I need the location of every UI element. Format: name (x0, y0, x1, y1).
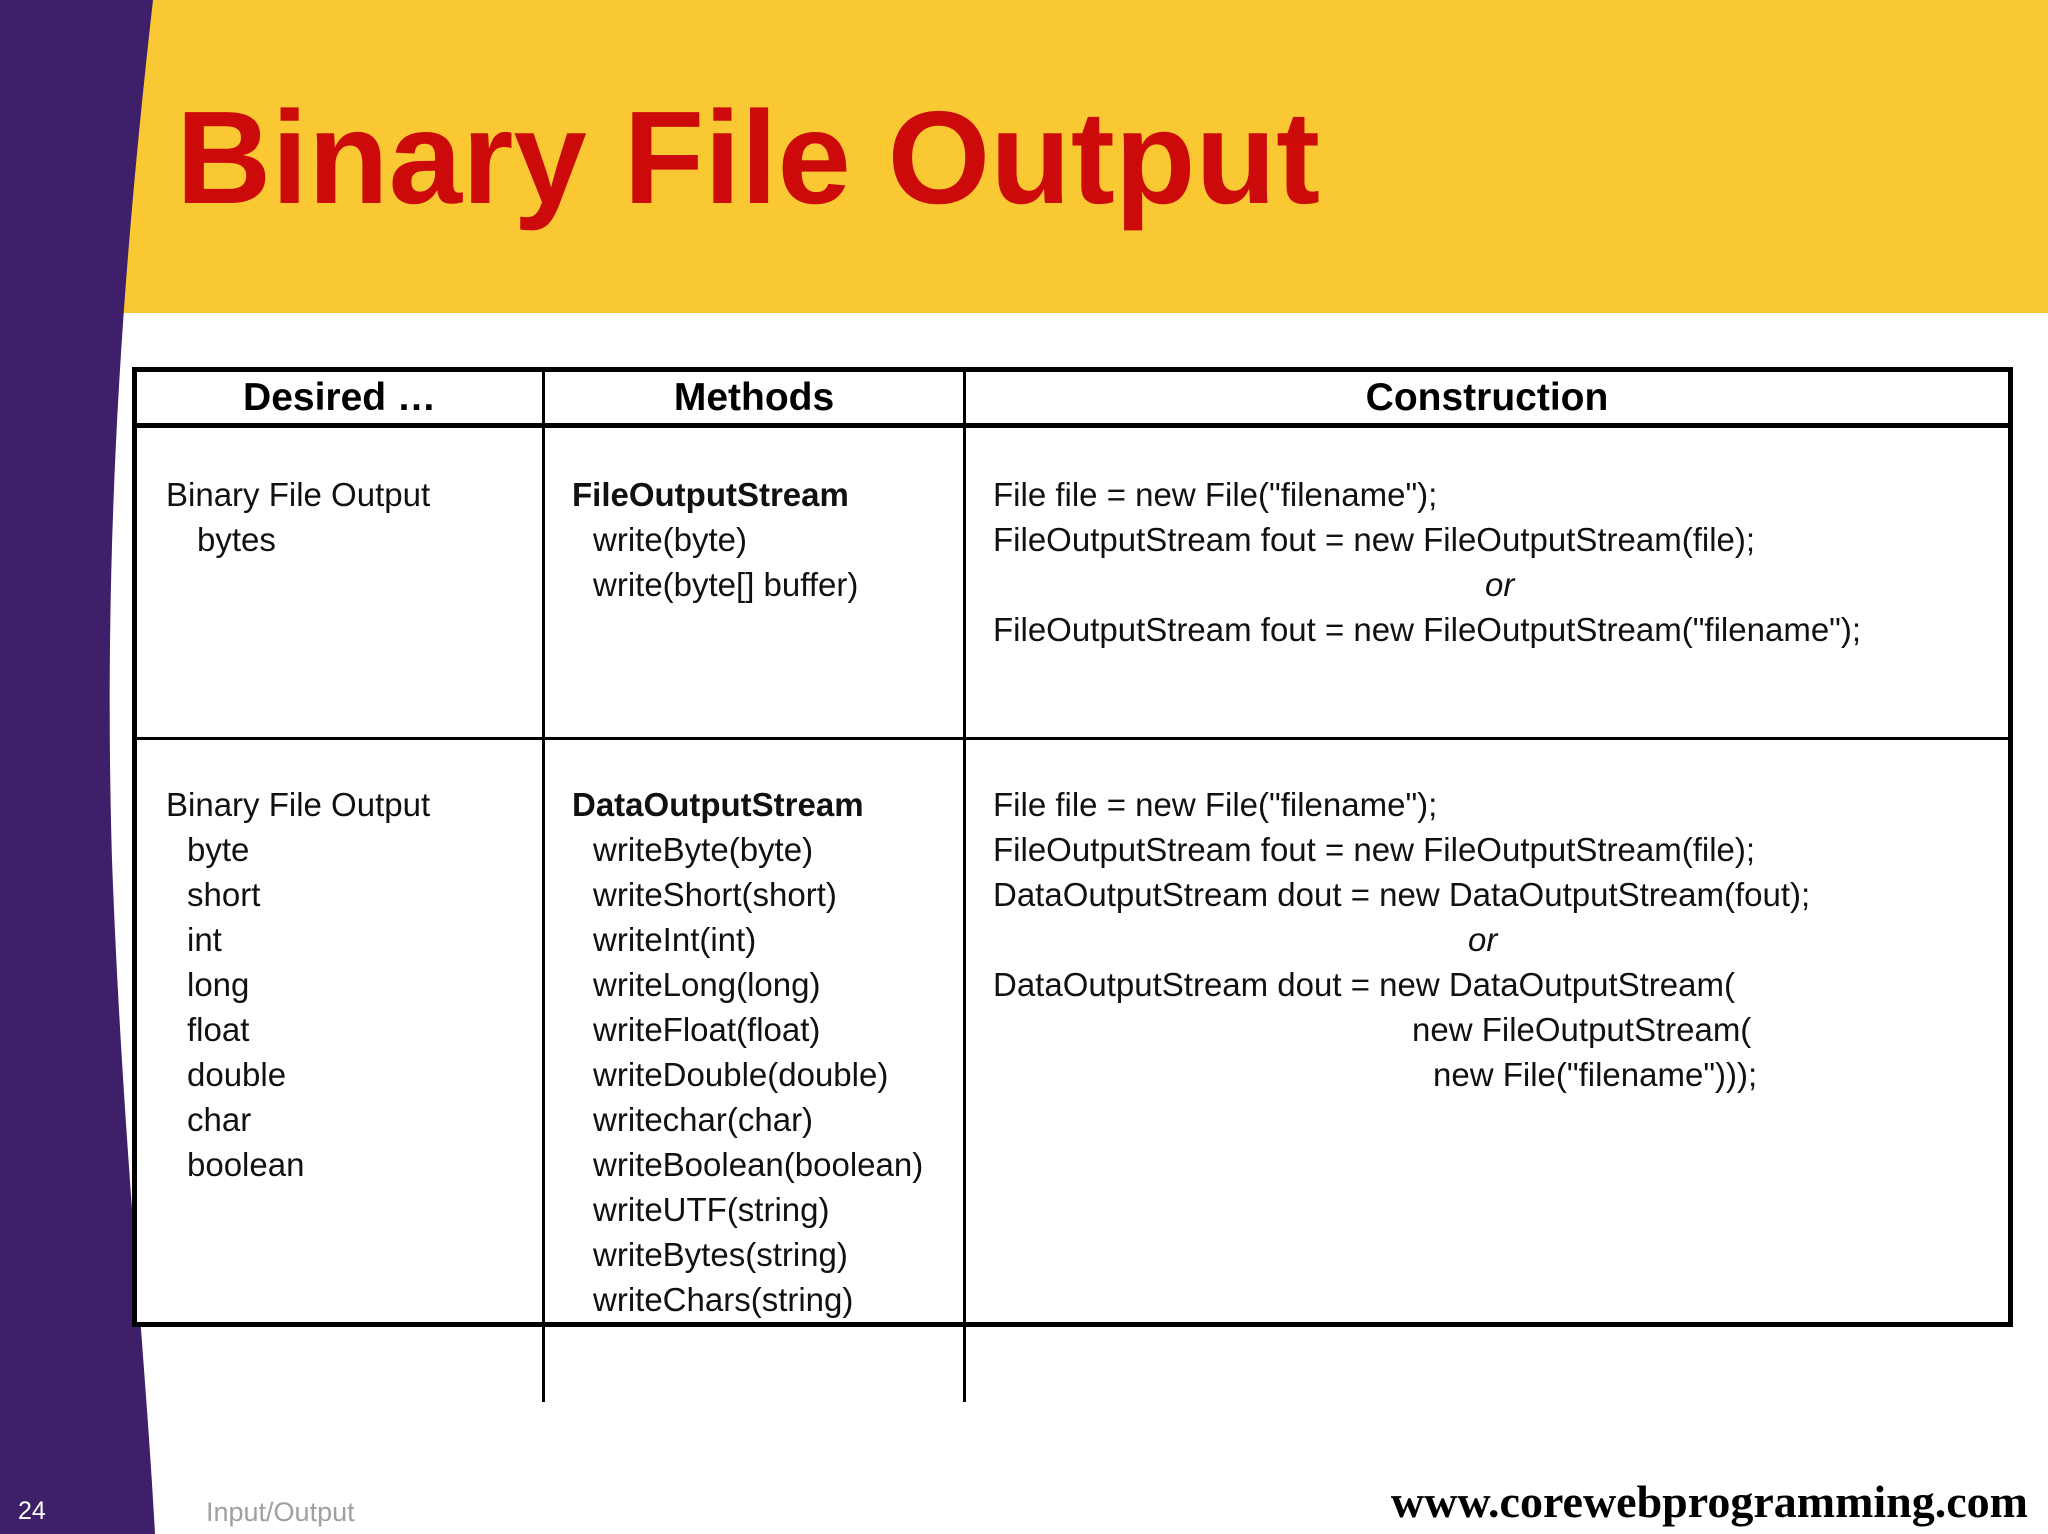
construction-cell (965, 426, 2009, 739)
construction-continuation-line: new FileOutputStream( (1412, 1011, 1752, 1048)
method-item: writeUTF(string) (593, 1191, 830, 1228)
construction-line: File file = new File("filename"); (993, 786, 1438, 823)
method-item: writeFloat(float) (593, 1011, 821, 1048)
method-item: writeByte(byte) (593, 831, 814, 868)
binary-output-table (137, 372, 2008, 1402)
method-item: write(byte) (593, 521, 748, 558)
alternative-label: or (1485, 566, 1515, 603)
method-item: writeInt(int) (593, 921, 757, 958)
desired-item: float (187, 1011, 250, 1048)
methods-cell (544, 739, 965, 1403)
table-row (137, 426, 2008, 739)
stream-class-name: DataOutputStream (572, 786, 864, 823)
construction-line: FileOutputStream fout = new FileOutputStream("filename"); (993, 611, 1862, 648)
desired-item: char (187, 1101, 252, 1138)
method-item: writeLong(long) (593, 966, 821, 1003)
method-item: writeChars(string) (593, 1281, 854, 1318)
slide-title: Binary File Output (176, 84, 1321, 231)
construction-line: FileOutputStream fout = new FileOutputStream(file); (993, 521, 1756, 558)
desired-cell (137, 739, 544, 1403)
io-comparison-table (132, 367, 2013, 1327)
desired-item: int (187, 921, 222, 958)
methods-column-header: Methods (544, 372, 965, 426)
desired-cell (137, 426, 544, 739)
method-item: writechar(char) (593, 1101, 814, 1138)
construction-continuation-line: new File("filename"))); (1433, 1056, 1758, 1093)
construction-line: DataOutputStream dout = new DataOutputStream(fout); (993, 876, 1811, 913)
slide-page-number: 24 (18, 1497, 46, 1525)
method-item: writeDouble(double) (593, 1056, 889, 1093)
methods-cell (544, 426, 965, 739)
desired-item: short (187, 876, 261, 913)
alternative-label: or (1468, 921, 1498, 958)
footer-section-label: Input/Output (206, 1497, 355, 1527)
construction-line: FileOutputStream fout = new FileOutputStream(file); (993, 831, 1756, 868)
desired-title: Binary File Output (166, 476, 431, 513)
desired-item: boolean (187, 1146, 305, 1183)
desired-item: bytes (197, 521, 276, 558)
method-item: writeBoolean(boolean) (593, 1146, 924, 1183)
construction-column-header: Construction (965, 372, 2009, 426)
desired-title: Binary File Output (166, 786, 431, 823)
desired-column-header: Desired … (137, 372, 544, 426)
desired-item: long (187, 966, 250, 1003)
footer-url: www.corewebprogramming.com (1390, 1476, 2028, 1527)
desired-item: byte (187, 831, 250, 868)
method-item: write(byte[] buffer) (593, 566, 859, 603)
construction-cell (965, 739, 2009, 1403)
method-item: writeShort(short) (593, 876, 837, 913)
desired-item: double (187, 1056, 287, 1093)
construction-line: DataOutputStream dout = new DataOutputStream( (993, 966, 1735, 1003)
stream-class-name: FileOutputStream (572, 476, 849, 513)
method-item: writeBytes(string) (593, 1236, 848, 1273)
table-header-row (137, 372, 2008, 426)
table-row (137, 739, 2008, 1403)
construction-line: File file = new File("filename"); (993, 476, 1438, 513)
